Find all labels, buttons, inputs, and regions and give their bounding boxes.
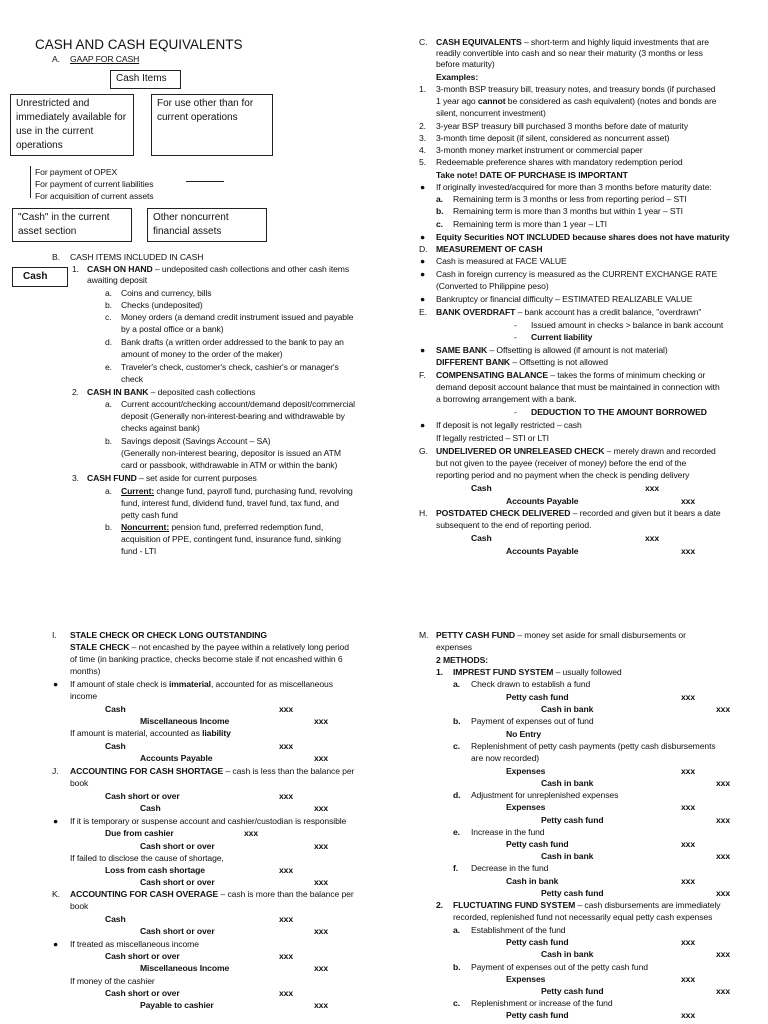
sub-letter: f. <box>453 863 459 873</box>
amount: xxx <box>716 704 731 714</box>
bullet: ● <box>420 256 426 266</box>
sub-letter: c. <box>436 219 443 229</box>
bullet: ● <box>53 679 59 689</box>
journal-credit: Petty cash fund <box>541 815 604 825</box>
bullet: ● <box>420 294 426 304</box>
sub-letter: b. <box>453 962 461 972</box>
amount: xxx <box>314 877 329 887</box>
definition: – deposited cash collections <box>148 387 256 397</box>
journal-debit: Expenses <box>506 974 546 984</box>
section-letter: C. <box>419 37 428 47</box>
sub-item-cont: are now recorded) <box>471 753 540 763</box>
amount: xxx <box>716 851 731 861</box>
definition: – cash is less than the balance per <box>223 766 355 776</box>
definition-cont: book <box>70 901 89 911</box>
term: COMPENSATING BALANCE <box>436 370 548 380</box>
item-number: 1. <box>419 84 426 94</box>
postdated-line <box>436 508 721 519</box>
sub-letter: e. <box>453 827 460 837</box>
sub-item: Savings deposit (Savings Account – SA) <box>121 436 271 446</box>
journal-credit: Payable to cashier <box>140 1000 214 1010</box>
definition: – set aside for current purposes <box>136 473 257 483</box>
sub-item: Coins and currency, bills <box>121 288 212 298</box>
sub-item: Money orders (a demand credit instrument issued and payable <box>121 312 354 322</box>
example-text-cont <box>436 96 716 107</box>
journal-debit: Due from cashier <box>105 828 174 838</box>
term: CASH FUND <box>87 473 137 483</box>
sub-item-cont: petty cash fund <box>121 510 178 520</box>
definition-cont: reporting period and no payment when the check is pending delivery <box>436 470 690 480</box>
sub-letter: e. <box>105 362 112 372</box>
journal-debit: Cash <box>471 533 492 543</box>
amount: xxx <box>681 1010 696 1020</box>
sub-item-cont: fund - LTI <box>121 546 157 556</box>
journal-credit: Cash in bank <box>541 778 594 788</box>
petty-cash-line <box>436 630 686 641</box>
example-text: 3-month BSP treasury bill, treasury notes, and treasury bonds (if purchased <box>436 84 716 94</box>
amount: xxx <box>681 876 696 886</box>
journal-credit: Cash short or over <box>140 926 215 936</box>
definition-cont: demand deposit account balance that must be maintained in connection with <box>436 382 720 392</box>
bullet: ● <box>53 939 59 949</box>
definition: – short-term and highly liquid investments that are <box>521 37 709 47</box>
journal-debit: Cash <box>471 483 492 493</box>
term: ACCOUNTING FOR CASH SHORTAGE <box>70 766 224 776</box>
sub-letter: d. <box>453 790 461 800</box>
current-funds <box>121 486 353 497</box>
bullet: ● <box>420 420 426 430</box>
text: , accounted for as miscellaneous <box>210 679 333 689</box>
bullet-text: Bankruptcy or financial difficulty – ESTIMATED REALIZABLE VALUE <box>436 294 693 304</box>
bank-overdraft-line <box>436 307 701 318</box>
definition: – Offsetting is not allowed <box>510 357 608 367</box>
amount: xxx <box>681 839 696 849</box>
page-title: CASH AND CASH EQUIVALENTS <box>35 37 243 52</box>
section-b-title: CASH ITEMS INCLUDED IN CASH <box>70 252 204 262</box>
section-a-title: GAAP FOR CASH <box>70 54 140 64</box>
journal-debit: Cash <box>105 914 126 924</box>
amount: xxx <box>314 803 329 813</box>
sub-letter: b. <box>105 300 112 310</box>
sub-letter: c. <box>105 312 112 322</box>
journal-credit: Cash in bank <box>541 949 594 959</box>
purpose-opex: For payment of OPEX <box>35 167 118 177</box>
text-cont: income <box>70 691 98 701</box>
definition: – not encashed by the payee within a relatively long period <box>129 642 349 652</box>
definition-cont: before maturity) <box>436 59 495 69</box>
dash: - <box>514 332 517 342</box>
definition-cont: readily convertible into cash and so near their maturity (3 months or less <box>436 48 703 58</box>
different-bank <box>436 357 608 368</box>
definition-cont: but not given to the payee (receiver of money) before the end of the <box>436 458 687 468</box>
sub-item: Replenishment or increase of the fund <box>471 998 613 1008</box>
methods-heading: 2 METHODS: <box>436 655 488 665</box>
take-note: Take note! DATE OF PURCHASE IS IMPORTANT <box>436 170 628 180</box>
section-title: STALE CHECK OR CHECK LONG OUTSTANDING <box>70 630 267 640</box>
bullet-text: If originally invested/acquired for more than 3 months before maturity date: <box>436 182 712 192</box>
journal-debit: Cash <box>105 704 126 714</box>
amount: xxx <box>279 791 294 801</box>
item-number: 3. <box>72 473 79 483</box>
section-a-letter: A. <box>52 54 60 64</box>
journal-debit: Cash in bank <box>506 876 559 886</box>
bullet-text: Cash in foreign currency is measured as the CURRENT EXCHANGE RATE <box>436 269 718 279</box>
definition: – cash disbursements are immediately <box>575 900 721 910</box>
purpose-assets: For acquisition of current assets <box>35 191 154 201</box>
term: BANK OVERDRAFT <box>436 307 516 317</box>
amount: xxx <box>681 937 696 947</box>
sub-letter: b. <box>105 522 112 532</box>
purpose-liabilities: For payment of current liabilities <box>35 179 154 189</box>
definition-cont: months) <box>70 666 101 676</box>
sub-letter: c. <box>453 741 460 751</box>
divider <box>186 181 224 182</box>
item-number: 1. <box>436 667 443 677</box>
same-bank <box>436 345 668 356</box>
sub-item: Bank drafts (a written order addressed to the bank to pay an <box>121 337 344 347</box>
amount: xxx <box>314 1000 329 1010</box>
journal-debit: Petty cash fund <box>506 1010 569 1020</box>
term: CASH EQUIVALENTS <box>436 37 522 47</box>
amount: xxx <box>716 778 731 788</box>
term: DIFFERENT BANK <box>436 357 511 367</box>
definition: – usually followed <box>553 667 622 677</box>
text: If amount is material, accounted as <box>70 728 203 738</box>
sub-item: Adjustment for unreplenished expenses <box>471 790 619 800</box>
journal-debit: Cash short or over <box>105 791 180 801</box>
no-entry: No Entry <box>506 729 542 739</box>
definition-cont: awaiting deposit <box>87 275 148 285</box>
journal-debit: Petty cash fund <box>506 937 569 947</box>
sub-item-cont: acquisition of PPE, contingent fund, insurance fund, sinking <box>121 534 341 544</box>
dash-text: Issued amount in checks > balance in bank account <box>531 320 724 330</box>
item-number: 2. <box>72 387 79 397</box>
sub-letter: a. <box>105 486 112 496</box>
sub-letter: a. <box>436 194 443 204</box>
amount: xxx <box>244 828 259 838</box>
definition: – takes the forms of minimum checking or <box>547 370 706 380</box>
definition-cont: book <box>70 778 89 788</box>
amount: xxx <box>716 949 731 959</box>
section-letter: F. <box>419 370 426 380</box>
sub-letter: d. <box>105 337 112 347</box>
dash-text: DEDUCTION TO THE AMOUNT BORROWED <box>531 407 707 417</box>
box-cash-current: "Cash" in the current asset section <box>12 208 132 242</box>
text: If money of the cashier <box>70 976 155 986</box>
example-text: Redeemable preference shares with mandatory redemption period <box>436 157 683 167</box>
amount: xxx <box>681 692 696 702</box>
cash-equivalents-line <box>436 37 709 48</box>
bullet: ● <box>420 182 426 192</box>
item-number: 1. <box>72 264 79 274</box>
section-letter: I. <box>52 630 57 640</box>
examples-heading: Examples: <box>436 72 479 82</box>
journal-debit: Cash short or over <box>105 988 180 998</box>
text: If failed to disclose the cause of shortage, <box>70 853 224 863</box>
definition: – undeposited cash collections and other cash items <box>152 264 350 274</box>
definition-cont: a borrowing arrangement with a bank. <box>436 394 577 404</box>
journal-debit: Cash <box>105 741 126 751</box>
dash-text: Current liability <box>531 332 593 342</box>
journal-debit: Expenses <box>506 802 546 812</box>
item-number: 5. <box>419 157 426 167</box>
sub-item-cont: card or passbook, withdrawable in ATM or within the bank) <box>121 460 338 470</box>
sub-item: Checks (undeposited) <box>121 300 203 310</box>
definition: change fund, payroll fund, purchasing fund, revolving <box>154 486 353 496</box>
section-letter: K. <box>52 889 60 899</box>
sub-letter: b. <box>453 716 461 726</box>
sub-letter: a. <box>453 925 460 935</box>
journal-debit: Petty cash fund <box>506 839 569 849</box>
amount: xxx <box>314 926 329 936</box>
amount: xxx <box>314 753 329 763</box>
term: Noncurrent: <box>121 522 170 532</box>
amount: xxx <box>681 546 696 556</box>
journal-debit: Petty cash fund <box>506 692 569 702</box>
journal-credit: Petty cash fund <box>541 986 604 996</box>
cash-overage-line <box>70 889 354 900</box>
journal-credit: Miscellaneous Income <box>140 716 230 726</box>
term: POSTDATED CHECK DELIVERED <box>436 508 571 518</box>
journal-credit: Miscellaneous Income <box>140 963 230 973</box>
text: be considered as cash equivalent) (notes and bonds are <box>505 96 717 106</box>
sub-letter: b. <box>105 436 112 446</box>
sub-item-cont: checks against bank) <box>121 423 200 433</box>
box-other-noncurrent: Other noncurrent financial assets <box>147 208 267 242</box>
section-letter: D. <box>419 244 428 254</box>
sub-item-cont: amount of money to the order of the maker) <box>121 349 283 359</box>
bracket-line <box>30 166 31 198</box>
emphasis: immaterial <box>168 679 211 689</box>
sub-item: Replenishment of petty cash payments (petty cash disbursements <box>471 741 716 751</box>
sub-item: Current account/checking account/demand deposit/commercial <box>121 399 355 409</box>
journal-debit: Expenses <box>506 766 546 776</box>
bullet: ● <box>420 269 426 279</box>
sub-item-cont: (Generally non-interest bearing, depositor is issued an ATM <box>121 448 341 458</box>
amount: xxx <box>314 841 329 851</box>
amount: xxx <box>279 951 294 961</box>
imprest-line <box>453 667 622 678</box>
section-b-letter: B. <box>52 252 60 262</box>
journal-credit: Cash <box>140 803 161 813</box>
section-letter: M. <box>419 630 429 640</box>
sub-item-cont: by a postal office or a bank) <box>121 324 224 334</box>
journal-credit: Accounts Payable <box>140 753 213 763</box>
box-unrestricted: Unrestricted and immediately available for use in the current operations <box>10 94 134 156</box>
term: FLUCTUATING FUND SYSTEM <box>453 900 576 910</box>
bullet: ● <box>420 345 426 355</box>
sub-item: Payment of expenses out of fund <box>471 716 594 726</box>
emphasis: cannot <box>477 96 506 106</box>
item-number: 3. <box>419 133 426 143</box>
box-cash-items: Cash Items <box>110 70 181 89</box>
definition-cont: of time (in banking practice, checks become stale if not encashed within 6 <box>70 654 343 664</box>
dash: - <box>514 320 517 330</box>
bullet-text: If treated as miscellaneous income <box>70 939 199 949</box>
emphasis: liability <box>202 728 231 738</box>
amount: xxx <box>716 815 731 825</box>
term: ACCOUNTING FOR CASH OVERAGE <box>70 889 219 899</box>
compensating-line <box>436 370 705 381</box>
section-letter: G. <box>419 446 428 456</box>
term: SAME BANK <box>436 345 488 355</box>
journal-credit: Accounts Payable <box>506 546 579 556</box>
item-number: 2. <box>436 900 443 910</box>
sub-item: Establishment of the fund <box>471 925 566 935</box>
amount: xxx <box>645 533 660 543</box>
definition: – Offsetting is allowed (if amount is not material) <box>487 345 668 355</box>
example-text: 3-month time deposit (if silent, considered as noncurrent asset) <box>436 133 670 143</box>
amount: xxx <box>279 914 294 924</box>
bullet: ● <box>53 816 59 826</box>
term: Current: <box>121 486 155 496</box>
fluctuating-line <box>453 900 720 911</box>
journal-credit: Petty cash fund <box>541 888 604 898</box>
stale-check-line <box>70 642 349 653</box>
amount: xxx <box>716 986 731 996</box>
cash-in-bank-line <box>87 387 255 398</box>
journal-credit: Cash in bank <box>541 704 594 714</box>
journal-debit: Loss from cash shortage <box>105 865 205 875</box>
journal-credit: Cash short or over <box>140 877 215 887</box>
amount: xxx <box>681 802 696 812</box>
text: If amount of stale check is <box>70 679 169 689</box>
dash: - <box>514 407 517 417</box>
amount: xxx <box>279 865 294 875</box>
item-number: 4. <box>419 145 426 155</box>
journal-debit: Cash short or over <box>105 951 180 961</box>
cash-fund-line <box>87 473 257 484</box>
journal-credit: Accounts Payable <box>506 496 579 506</box>
term: CASH IN BANK <box>87 387 149 397</box>
example-text: 3-month money market instrument or commercial paper <box>436 145 643 155</box>
amount: xxx <box>681 766 696 776</box>
section-letter: E. <box>419 307 427 317</box>
section-letter: J. <box>52 766 59 776</box>
sub-letter: a. <box>105 399 112 409</box>
term: STALE CHECK <box>70 642 130 652</box>
section-title: MEASUREMENT OF CASH <box>436 244 543 254</box>
noncurrent-funds <box>121 522 323 533</box>
bullet-text: If it is temporary or suspense account and cashier/custodian is responsible <box>70 816 347 826</box>
example-text-cont: silent, noncurrent investment) <box>436 108 546 118</box>
box-other-use: For use other than for current operations <box>151 94 273 156</box>
bullet: ● <box>420 232 426 242</box>
sub-item: Remaining term is 3 months or less from reporting period – STI <box>453 194 687 204</box>
term: CASH ON HAND <box>87 264 153 274</box>
sub-item: Traveler's check, customer's check, cashier's or manager's <box>121 362 339 372</box>
immaterial-line <box>70 679 333 690</box>
definition: – money set aside for small disbursements or <box>515 630 686 640</box>
sub-letter: a. <box>105 288 112 298</box>
amount: xxx <box>279 988 294 998</box>
cash-on-hand-line <box>87 264 349 275</box>
definition-cont: subsequent to the end of reporting period. <box>436 520 592 530</box>
amount: xxx <box>279 704 294 714</box>
amount: xxx <box>314 963 329 973</box>
amount: xxx <box>279 741 294 751</box>
term: IMPREST FUND SYSTEM <box>453 667 554 677</box>
sub-item-cont: check <box>121 374 143 384</box>
amount: xxx <box>645 483 660 493</box>
cash-tag: Cash <box>12 267 68 287</box>
journal-credit: Cash in bank <box>541 851 594 861</box>
section-letter: H. <box>419 508 428 518</box>
amount: xxx <box>681 974 696 984</box>
sub-letter: a. <box>453 679 460 689</box>
amount: xxx <box>681 496 696 506</box>
definition-cont: recorded, replenished fund not necessarily equal petty cash expenses <box>453 912 713 922</box>
bullet-text: If deposit is not legally restricted – cash <box>436 420 582 430</box>
definition-cont: expenses <box>436 642 472 652</box>
undelivered-line <box>436 446 716 457</box>
sub-letter: c. <box>453 998 460 1008</box>
bullet-text-cont: If legally restricted – STI or LTI <box>436 433 549 443</box>
journal-credit: Cash short or over <box>140 841 215 851</box>
equity-note: Equity Securities NOT INCLUDED because shares does not have maturity <box>436 232 730 242</box>
definition: – recorded and given but it bears a date <box>570 508 721 518</box>
term: PETTY CASH FUND <box>436 630 516 640</box>
term: UNDELIVERED OR UNRELEASED CHECK <box>436 446 605 456</box>
sub-item: Increase in the fund <box>471 827 545 837</box>
material-line <box>70 728 231 739</box>
definition: pension fund, preferred redemption fund, <box>169 522 324 532</box>
sub-letter: b. <box>436 206 444 216</box>
sub-item: Check drawn to establish a fund <box>471 679 591 689</box>
sub-item: Remaining term is more than 3 months but within 1 year – STI <box>453 206 683 216</box>
amount: xxx <box>716 888 731 898</box>
cash-shortage-line <box>70 766 354 777</box>
definition: – merely drawn and recorded <box>604 446 716 456</box>
bullet-text: Cash is measured at FACE VALUE <box>436 256 567 266</box>
text: 1 year ago <box>436 96 478 106</box>
sub-item-cont: deposit (Generally non-interest-bearing and withdrawable by <box>121 411 345 421</box>
definition: – cash is more than the balance per <box>218 889 354 899</box>
sub-item: Decrease in the fund <box>471 863 549 873</box>
sub-item: Remaining term is more than 1 year – LTI <box>453 219 607 229</box>
example-text: 3-year BSP treasury bill purchased 3 months before date of maturity <box>436 121 689 131</box>
definition: – bank account has a credit balance, "overdrawn" <box>515 307 702 317</box>
bullet-text-cont: (Converted to Philippine peso) <box>436 281 549 291</box>
sub-item: Payment of expenses out of the petty cash fund <box>471 962 648 972</box>
amount: xxx <box>314 716 329 726</box>
item-number: 2. <box>419 121 426 131</box>
sub-item-cont: fund, interest fund, dividend fund, travel fund, tax fund, and <box>121 498 339 508</box>
